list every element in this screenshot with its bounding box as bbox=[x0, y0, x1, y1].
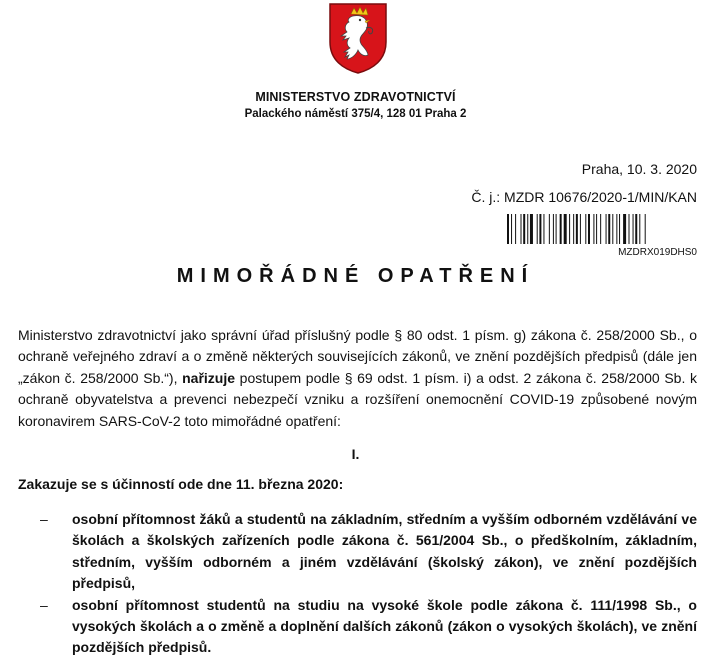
ministry-name: MINISTERSTVO ZDRAVOTNICTVÍ bbox=[255, 90, 456, 104]
list-dash: – bbox=[40, 511, 48, 527]
intro-text-run: postupem podle § 69 odst. 1 písm. i) a odst. 2 zákona č. 258/2000 Sb. k ochraně obyvatelstva a prevenci nebezpečí vzniku a rozšíření onemocnění COVID-19 způsobené novým koronavirem SARS-CoV-2 toto mimořádné opatření: bbox=[18, 369, 697, 429]
section-number: I. bbox=[351, 446, 360, 462]
barcode-text: MZDRX019DHS0 bbox=[618, 247, 697, 258]
list-item-text: osobní přítomnost žáků a studentů na základním, středním a vyšším odborném vzdělávání ve školách a školských zařízeních podle zákona č. 561/2004 Sb., o předškolním, základním, středním, vyšším odborném a jiném vzdělávání (školský zákon), ve znění pozdějších předpisů, bbox=[72, 511, 697, 592]
list-dash: – bbox=[40, 596, 48, 613]
intro-paragraph bbox=[18, 325, 697, 432]
czech-coat-of-arms-emblem bbox=[327, 2, 389, 74]
intro-text-run: Ministerstvo zdravotnictví jako správní úřad příslušný podle § 80 odst. 1 písm. g) zákona č. 258/2000 Sb., o ochraně veřejného zdraví a o změně některých souvisejících zákonů, ve znění pozdějších předpisů (dále jen „zákon č. 258/2000 Sb.“), bbox=[18, 327, 697, 386]
barcode-image bbox=[507, 214, 697, 244]
list-item bbox=[18, 595, 697, 659]
prohibition-heading: Zakazuje se s účinností ode dne 11. března 2020: bbox=[18, 476, 344, 492]
intro-text-run: nařizuje bbox=[182, 369, 236, 386]
document-date: Praha, 10. 3. 2020 bbox=[581, 161, 697, 177]
document-title: MIMOŘÁDNÉ OPATŘENÍ bbox=[176, 265, 535, 287]
list-item bbox=[18, 509, 697, 595]
ministry-address: Palackého náměstí 375/4, 128 01 Praha 2 bbox=[244, 108, 467, 120]
prohibition-list bbox=[18, 509, 697, 659]
reference-number: Č. j.: MZDR 10676/2020-1/MIN/KAN bbox=[471, 189, 697, 205]
list-item-text: osobní přítomnost studentů na studiu na vysoké škole podle zákona č. 111/1998 Sb., o vysokých školách a o změně a doplnění dalších zákonů (zákon o vysokých školách), ve znění pozdějších předpisů. bbox=[72, 596, 697, 656]
